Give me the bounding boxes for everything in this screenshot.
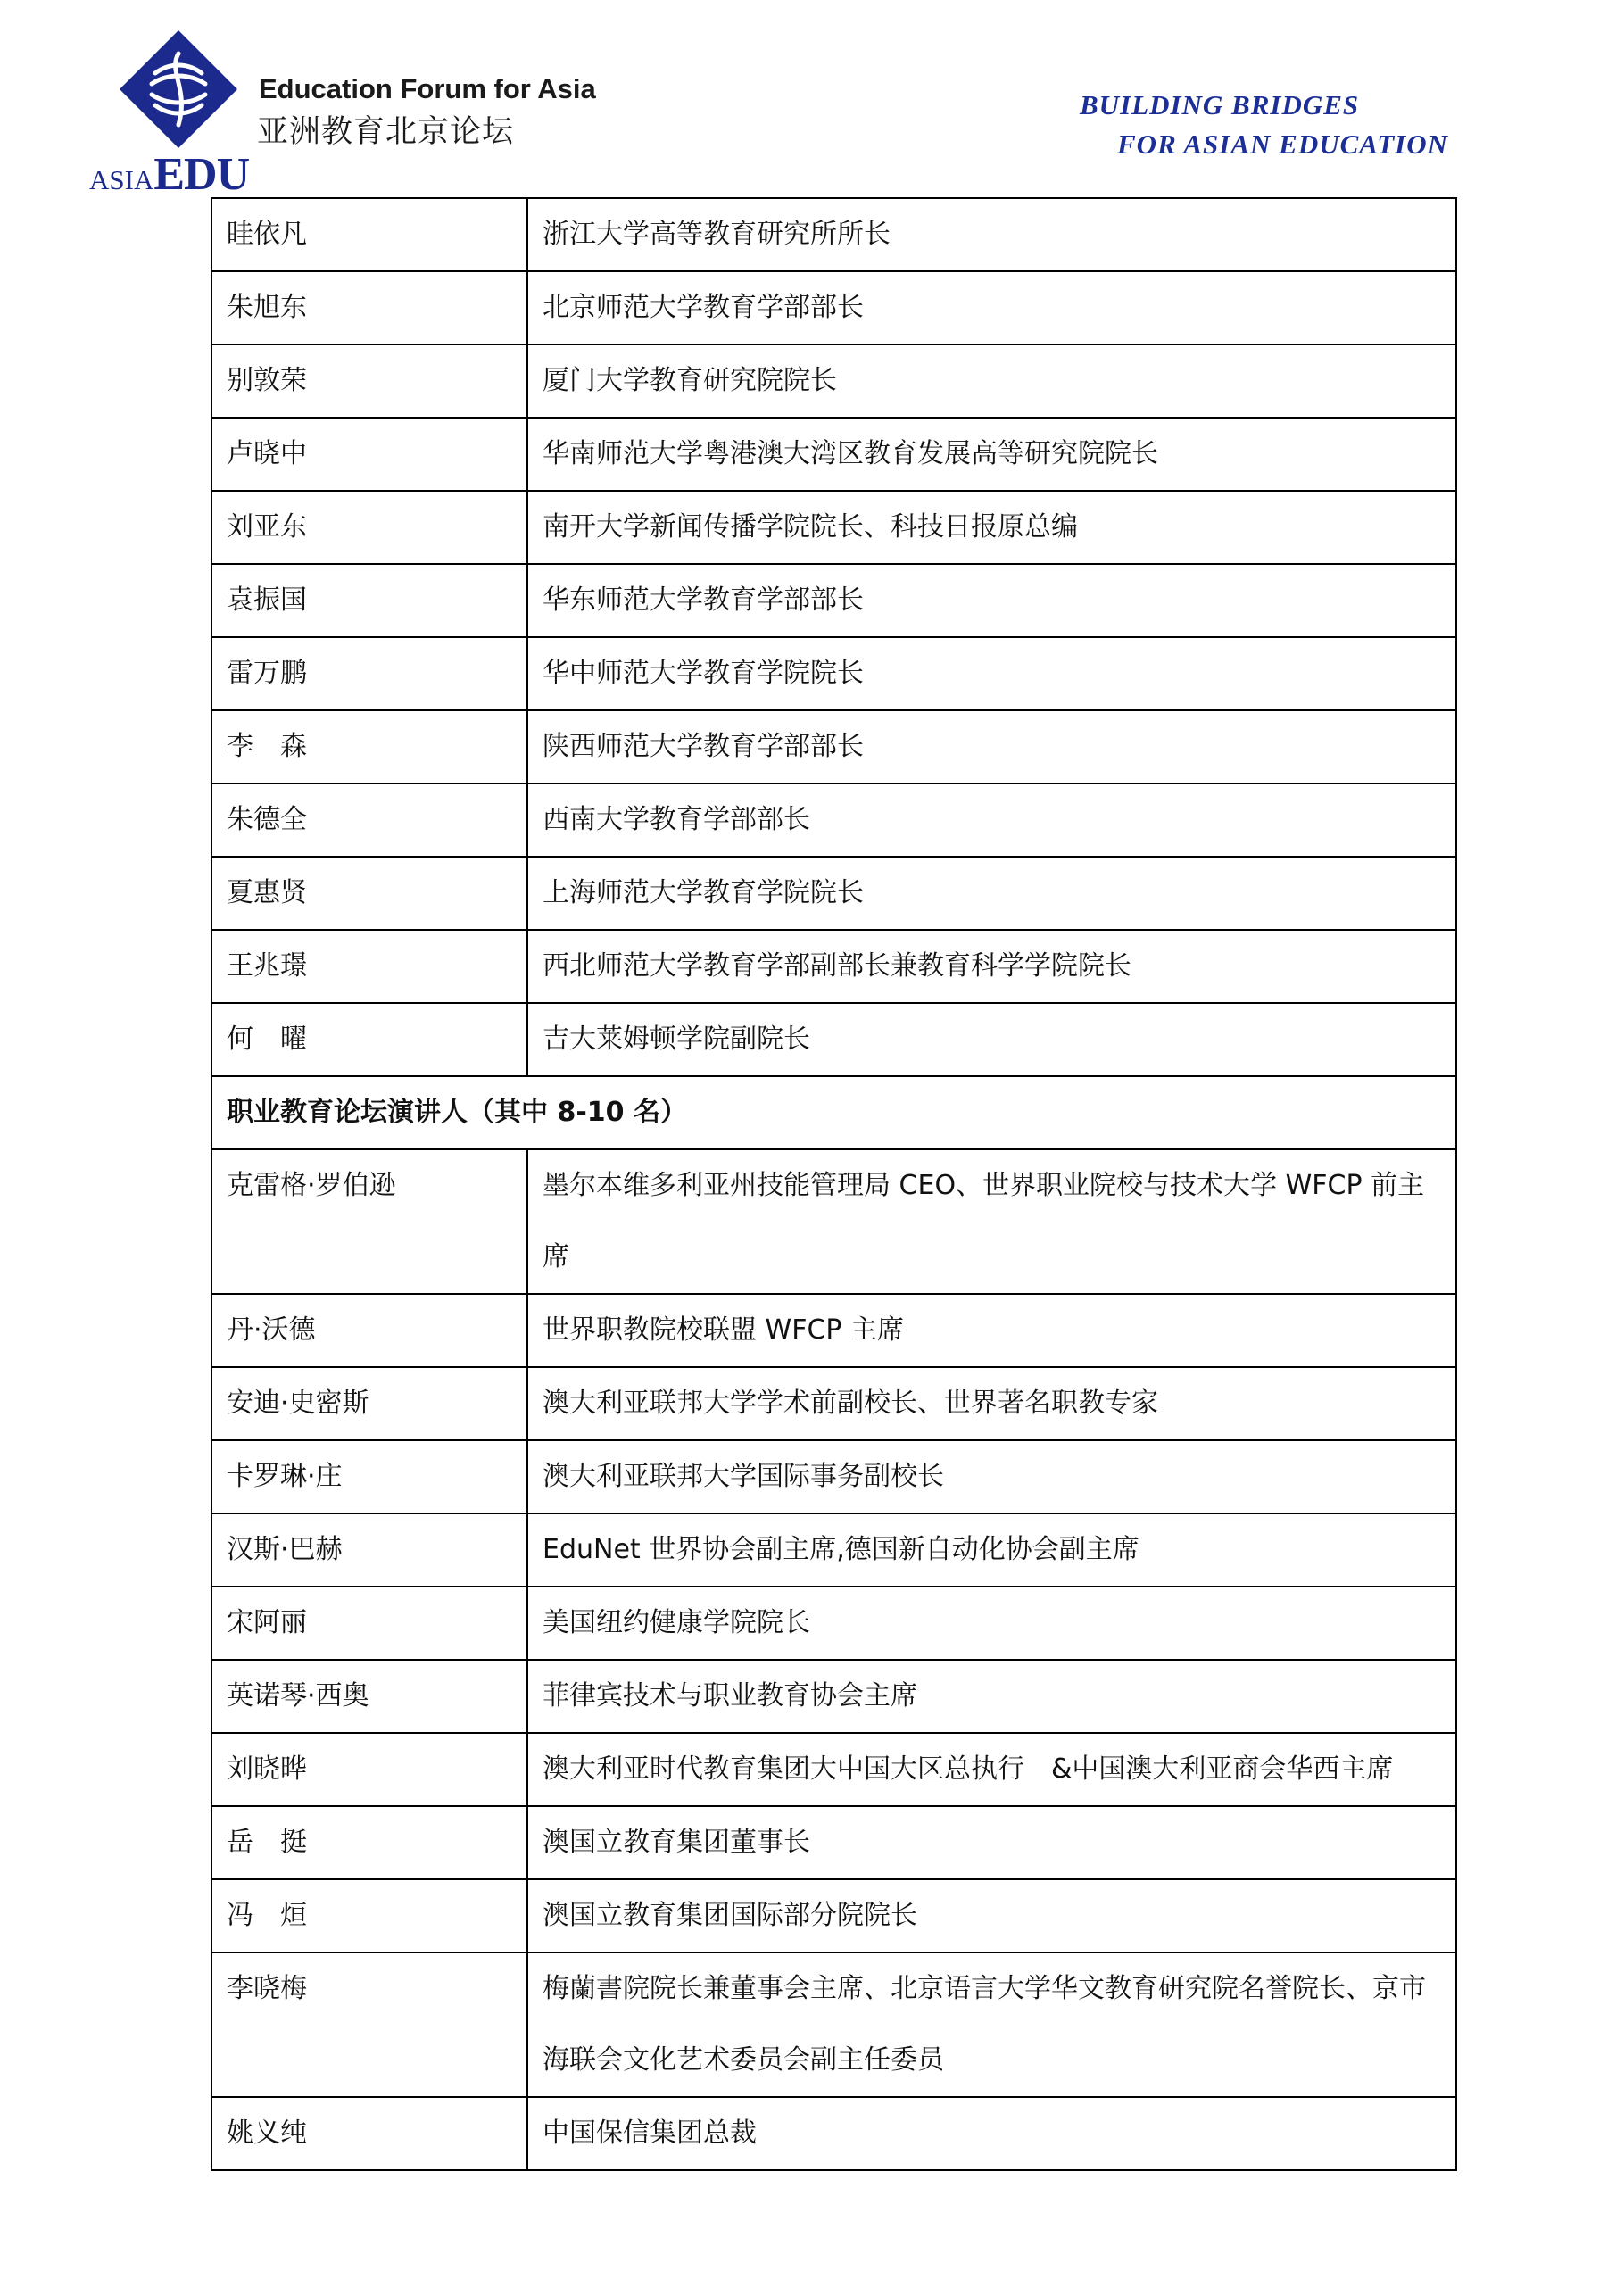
speaker-table-body	[211, 198, 1456, 2170]
speaker-title: 华东师范大学教育学部部长	[527, 564, 1456, 637]
slogan-line-2: FOR ASIAN EDUCATION	[1117, 128, 1449, 160]
speaker-title: 华中师范大学教育学院院长	[527, 637, 1456, 710]
speaker-name: 安迪·史密斯	[211, 1367, 527, 1440]
section-heading-row	[211, 1076, 1456, 1149]
speaker-title: 中国保信集团总裁	[527, 2097, 1456, 2170]
speaker-title: 北京师范大学教育学部部长	[527, 271, 1456, 344]
table-row	[211, 1003, 1456, 1076]
speaker-title: 上海师范大学教育学院院长	[527, 857, 1456, 930]
speaker-name: 宋阿丽	[211, 1587, 527, 1660]
table-row	[211, 1660, 1456, 1733]
speaker-name: 英诺琴·西奥	[211, 1660, 527, 1733]
speaker-name: 刘晓晔	[211, 1733, 527, 1806]
speaker-title: 浙江大学高等教育研究所所长	[527, 198, 1456, 271]
speaker-name: 姚义纯	[211, 2097, 527, 2170]
table-row	[211, 2097, 1456, 2170]
section-heading: 职业教育论坛演讲人（其中 8-10 名）	[211, 1076, 1456, 1149]
speaker-name: 卡罗琳·庄	[211, 1440, 527, 1513]
speaker-title: 澳国立教育集团董事长	[527, 1806, 1456, 1879]
org-name-english: Education Forum for Asia	[259, 73, 596, 104]
speaker-title: 澳大利亚联邦大学国际事务副校长	[527, 1440, 1456, 1513]
table-row	[211, 1952, 1456, 2097]
table-row	[211, 1367, 1456, 1440]
speaker-title: 西北师范大学教育学部副部长兼教育科学学院院长	[527, 930, 1456, 1003]
table-row	[211, 1879, 1456, 1952]
speaker-title: 世界职教院校联盟 WFCP 主席	[527, 1294, 1456, 1367]
table-row	[211, 491, 1456, 564]
org-name-chinese: 亚洲教育北京论坛	[257, 114, 515, 150]
speaker-name: 汉斯·巴赫	[211, 1513, 527, 1587]
speaker-name: 雷万鹏	[211, 637, 527, 710]
speaker-title: 西南大学教育学部部长	[527, 783, 1456, 857]
table-row	[211, 637, 1456, 710]
table-row	[211, 564, 1456, 637]
table-row	[211, 710, 1456, 783]
table-row	[211, 1513, 1456, 1587]
table-row	[211, 271, 1456, 344]
table-row	[211, 930, 1456, 1003]
speaker-name: 李晓梅	[211, 1952, 527, 2097]
page-header	[0, 0, 1624, 200]
table-row	[211, 344, 1456, 418]
speaker-name: 丹·沃德	[211, 1294, 527, 1367]
speaker-title: 梅蘭書院院长兼董事会主席、北京语言大学华文教育研究院名誉院长、京市海联会文化艺术委员会副主任委员	[527, 1952, 1456, 2097]
speaker-title: 墨尔本维多利亚州技能管理局 CEO、世界职业院校与技术大学 WFCP 前主席	[527, 1149, 1456, 1294]
speaker-name: 王兆璟	[211, 930, 527, 1003]
speaker-name: 夏惠贤	[211, 857, 527, 930]
table-row	[211, 857, 1456, 930]
speaker-name: 李 森	[211, 710, 527, 783]
brand-suffix: EDU	[153, 149, 250, 200]
speaker-title: 华南师范大学粤港澳大湾区教育发展高等研究院院长	[527, 418, 1456, 491]
table-row	[211, 1587, 1456, 1660]
table-row	[211, 1806, 1456, 1879]
speaker-title: 吉大莱姆顿学院副院长	[527, 1003, 1456, 1076]
speaker-name: 别敦荣	[211, 344, 527, 418]
speaker-name: 眭依凡	[211, 198, 527, 271]
speaker-name: 袁振国	[211, 564, 527, 637]
brand-wordmark	[89, 148, 249, 201]
slogan-line-1: BUILDING BRIDGES	[1080, 89, 1360, 120]
speaker-title: 澳大利亚时代教育集团大中国大区总执行 &中国澳大利亚商会华西主席	[527, 1733, 1456, 1806]
speaker-title: 美国纽约健康学院院长	[527, 1587, 1456, 1660]
speaker-name: 何 曜	[211, 1003, 527, 1076]
speaker-name: 卢晓中	[211, 418, 527, 491]
speaker-name: 克雷格·罗伯逊	[211, 1149, 527, 1294]
speaker-table	[211, 197, 1457, 2171]
speaker-title: EduNet 世界协会副主席,德国新自动化协会副主席	[527, 1513, 1456, 1587]
speaker-title: 澳国立教育集团国际部分院院长	[527, 1879, 1456, 1952]
speaker-name: 岳 挺	[211, 1806, 527, 1879]
table-row	[211, 198, 1456, 271]
table-row	[211, 1149, 1456, 1294]
speaker-name: 刘亚东	[211, 491, 527, 564]
speaker-name: 冯 烜	[211, 1879, 527, 1952]
speaker-title: 南开大学新闻传播学院院长、科技日报原总编	[527, 491, 1456, 564]
speaker-title: 菲律宾技术与职业教育协会主席	[527, 1660, 1456, 1733]
table-row	[211, 1440, 1456, 1513]
table-row	[211, 1294, 1456, 1367]
asiaedu-logo-icon	[116, 27, 241, 152]
speaker-title: 陕西师范大学教育学部部长	[527, 710, 1456, 783]
speaker-title: 澳大利亚联邦大学学术前副校长、世界著名职教专家	[527, 1367, 1456, 1440]
speaker-name: 朱德全	[211, 783, 527, 857]
speaker-name: 朱旭东	[211, 271, 527, 344]
speaker-title: 厦门大学教育研究院院长	[527, 344, 1456, 418]
table-row	[211, 1733, 1456, 1806]
table-row	[211, 783, 1456, 857]
table-row	[211, 418, 1456, 491]
brand-prefix: ASIA	[89, 164, 154, 195]
slogan	[1080, 86, 1448, 164]
